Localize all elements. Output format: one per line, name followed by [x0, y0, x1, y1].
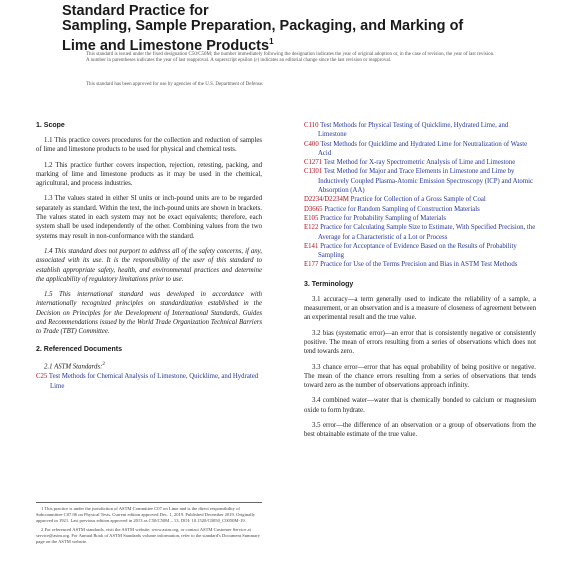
reference-item [304, 223, 536, 242]
reference-code-link[interactable]: D2234/D2234M [304, 196, 349, 204]
scope-paragraph: 1.4 This standard does not purport to address all of the safety concerns, if any, associated with its use. It is the responsibility of the user of this standard to establish appropriate safety, health, and environmental practices and determine the applicability of regulatory limitations prior to use. [36, 247, 262, 283]
scope-paragraph: 1.5 This international standard was developed in accordance with internationally recognized principles on standardization established in the Decision on Principles for the Development of International Standards, Guides and Recommendations issued by the World Trade Organization Technical Barriers to Trade (TBT) Committee. [36, 291, 262, 336]
reference-title-link[interactable]: Practice for Probability Sampling of Materials [320, 214, 446, 222]
title-line: Sampling, Sample Preparation, Packaging, and Marking of [62, 18, 464, 34]
reference-code-link[interactable]: C110 [304, 122, 319, 129]
astm-standards-label: 2.1 ASTM Standards:$^2$ [44, 361, 105, 370]
title-line: Standard Practice for [62, 3, 209, 19]
referenced-documents-heading: 2. Referenced Documents [36, 345, 122, 353]
reference-code-link[interactable]: E105 [304, 214, 319, 222]
terminology-paragraph: 3.2 bias (systematic error)—an error that is consistently negative or consistently positive. The mean of errors resulting from a series of observations which does not tend towards zero. [304, 329, 536, 356]
footnotes [36, 502, 262, 549]
scope-paragraph: 1.3 The values stated in either SI units or inch-pound units are to be regarded separately as standard. Within the text, the inch-pound units are shown in brackets. The values stated in each system may not be exact equivalents; therefore, each system shall be used independently of the other. Combining values from the two systems may result in non-conformance with the standard. [36, 195, 262, 240]
reference-item [304, 214, 536, 223]
reference-code-link[interactable]: E122 [304, 224, 319, 232]
reference-code-link[interactable]: E177 [304, 261, 319, 269]
right-column [304, 121, 536, 446]
terminology-paragraph: 3.1 accuracy—a term generally used to indicate the reliability of a sample, a measurement, or an observation and is a measure of closeness of agreement between an experimental result and the true value. [304, 295, 536, 322]
reference-item [304, 242, 536, 261]
reference-title-link[interactable]: Practice for Random Sampling of Construction Materials [324, 205, 480, 213]
footnote: 1 This practice is under the jurisdiction of ASTM Committee C07 on Lime and is the direct responsibility of Subcommittee C07.06 on Physical Tests. Current edition approved Dec. 1, 2019. Published December 2019. Originally approved in 1921. Last previous edition approved in 2013 as C50/C50M – 13. DOI: 10.1520/C0050_C0050M-19. [36, 506, 256, 523]
reference-title-link[interactable]: Practice for Collection of a Gross Sample of Coal [350, 196, 486, 204]
reference-title-link[interactable]: Test Method for Major and Trace Elements in Limestone and Lime by Inductively Coupled Plasma-Atomic Emission Spectroscopy (ICP) and Atomic Absorption (AA) [318, 168, 534, 195]
reference-item [304, 205, 536, 214]
reference-code-link[interactable]: C400 [304, 140, 319, 148]
terminology-paragraph: 3.3 chance error—error that has equal probability of being positive or negative. The mean of the chance errors resulting from a series of observations that tends toward zero as the number of observations approach infinity. [304, 363, 536, 390]
reference-title-link[interactable]: Test Method for X-ray Spectrometric Analysis of Lime and Limestone [323, 159, 516, 167]
reference-item [304, 167, 536, 195]
reference-code-link[interactable]: C1271 [304, 159, 323, 167]
title-footnote-marker: 1 [269, 37, 274, 46]
reference-title-link[interactable]: Practice for Use of the Terms Precision and Bias in ASTM Test Methods [320, 261, 518, 269]
reference-code-link[interactable]: E141 [304, 242, 319, 250]
reference-item [304, 140, 536, 159]
astm-footnote-marker: 2 [102, 361, 105, 367]
reference-title-link[interactable]: Practice for Calculating Sample Size to Estimate, With Specified Precision, the Average for a Characteristic of a Lot or Process [318, 224, 536, 241]
reference-list-right [304, 121, 536, 270]
reference-code-link[interactable]: C1301 [304, 168, 323, 176]
reference-title-link[interactable]: Test Methods for Physical Testing of Quicklime, Hydrated Lime, and Limestone [318, 122, 509, 139]
reference-title-link[interactable]: Practice for Acceptance of Evidence Based on the Results of Probability Sampling [318, 242, 517, 260]
title-line: Lime and Limestone Products$^1$ [62, 37, 274, 54]
reference-code-link[interactable]: D3665 [304, 205, 323, 213]
reference-item [36, 372, 262, 391]
left-column [36, 121, 262, 391]
terminology-paragraph: 3.5 error—the difference of an observation or a group of observations from the best obtainable estimate of the true value. [304, 422, 536, 439]
reference-title-link[interactable]: Test Methods for Quicklime and Hydrated Lime for Neutralization of Waste Acid [318, 140, 528, 157]
scope-paragraph: 1.1 This practice covers procedures for the collection and reduction of samples of lime and limestone products to be used for physical and chemical tests. [36, 137, 262, 154]
reference-title-link[interactable]: Test Methods for Chemical Analysis of Limestone, Quicklime, and Hydrated Lime [48, 373, 259, 390]
scope-heading: 1. Scope [36, 122, 65, 129]
document-title [62, 4, 532, 54]
terminology-paragraph: 3.4 combined water—water that is chemically bonded to calcium or magnesium oxide to form hydrate. [304, 397, 536, 414]
footnote: 2 For referenced ASTM standards, visit the ASTM website, www.astm.org, or contact ASTM Customer Service at service@astm.org. For Annual Book of ASTM Standards volume information, refer to the standard's Document Summary page on the ASTM website. [36, 527, 261, 544]
scope-paragraph: 1.2 This practice further covers inspection, rejection, retesting, packing, and marking of lime and limestone products as it may be used in the chemical, agricultural, and process industries. [36, 161, 262, 188]
reference-item [304, 260, 536, 269]
reference-code-link[interactable]: C25 [36, 373, 48, 381]
dod-notice: This standard has been approved for use by agencies of the U.S. Department of Defense. [86, 82, 264, 87]
reference-item [304, 158, 536, 167]
designation-notice: This standard is issued under the fixed designation C50/C50M; the number immediately following the designation indicates the year of original adoption or, in the case of revision, the year of last revision. A number in parentheses indicates the year of last reapproval. A superscript epsilon (ε) indicates an editorial change since the last revision or reapproval. [86, 52, 495, 63]
reference-item [304, 195, 536, 204]
terminology-heading: 3. Terminology [304, 280, 354, 288]
reference-item [304, 121, 536, 140]
reference-list-left [36, 372, 262, 391]
